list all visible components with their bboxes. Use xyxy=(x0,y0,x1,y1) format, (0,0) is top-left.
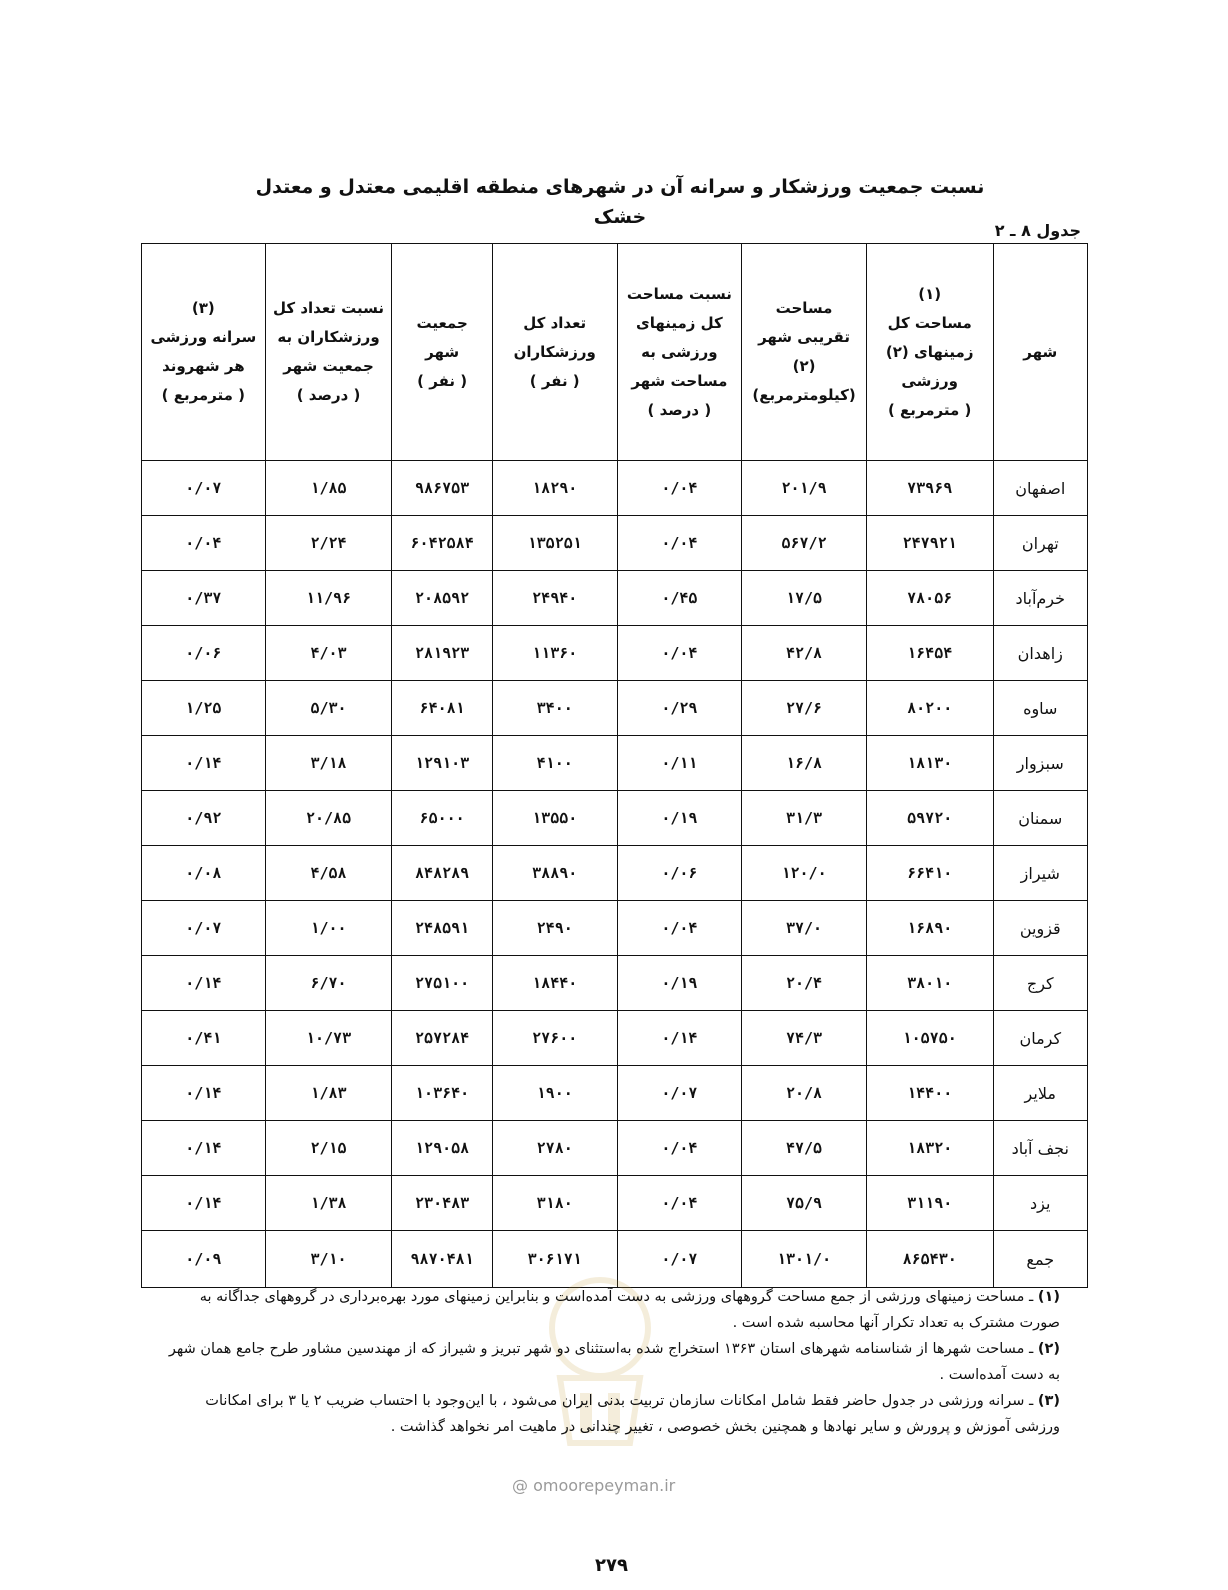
cell-city: یزد xyxy=(993,1176,1087,1231)
cell-athlete-ratio: ۲/۱۵ xyxy=(265,1121,392,1176)
cell-city: سبزوار xyxy=(993,736,1087,791)
cell-city-area: ۲۷/۶ xyxy=(742,681,867,736)
cell-per-capita: ۰/۰۷ xyxy=(142,901,266,956)
cell-area-ratio: ۰/۴۵ xyxy=(617,571,742,626)
cell-area-ratio: ۰/۰۴ xyxy=(617,1121,742,1176)
cell-area-ratio: ۰/۰۷ xyxy=(617,1231,742,1288)
cell-city: اصفهان xyxy=(993,461,1087,516)
cell-population: ۱۲۹۱۰۳ xyxy=(392,736,493,791)
cell-city: کرمان xyxy=(993,1011,1087,1066)
cell-per-capita: ۰/۱۴ xyxy=(142,956,266,1011)
cell-population: ۸۴۸۲۸۹ xyxy=(392,846,493,901)
header-per-capita: (۳) سرانه ورزشی هر شهروند ( مترمربع ) xyxy=(142,244,266,461)
cell-city-area: ۱۷/۵ xyxy=(742,571,867,626)
cell-population: ۶۰۴۲۵۸۴ xyxy=(392,516,493,571)
cell-city-area: ۳۷/۰ xyxy=(742,901,867,956)
header-sports-area: (۱) مساحت کل زمینهای (۲) ورزشی ( مترمربع ) xyxy=(866,244,993,461)
cell-per-capita: ۰/۱۴ xyxy=(142,1176,266,1231)
table-row xyxy=(142,1066,1088,1121)
cell-area-ratio: ۰/۱۱ xyxy=(617,736,742,791)
cell-athlete-ratio: ۳/۱۰ xyxy=(265,1231,392,1288)
cell-athletes: ۲۷۶۰۰ xyxy=(492,1011,617,1066)
footnote-3 xyxy=(160,1388,1060,1440)
cell-population: ۲۳۰۴۸۳ xyxy=(392,1176,493,1231)
cell-city-area: ۲۰/۴ xyxy=(742,956,867,1011)
cell-athlete-ratio: ۱/۸۵ xyxy=(265,461,392,516)
cell-sports-area: ۱۶۴۵۴ xyxy=(866,626,993,681)
cell-area-ratio: ۰/۱۹ xyxy=(617,791,742,846)
cell-sports-area: ۸۰۲۰۰ xyxy=(866,681,993,736)
cell-city: کرج xyxy=(993,956,1087,1011)
cell-area-ratio: ۰/۰۴ xyxy=(617,1176,742,1231)
cell-sports-area: ۵۹۷۲۰ xyxy=(866,791,993,846)
cell-city-area: ۱۳۰۱/۰ xyxy=(742,1231,867,1288)
cell-athlete-ratio: ۶/۷۰ xyxy=(265,956,392,1011)
cell-city: جمع xyxy=(993,1231,1087,1288)
footnote-1-number: (۱) xyxy=(1037,1289,1060,1305)
table-row xyxy=(142,956,1088,1011)
table-row xyxy=(142,791,1088,846)
cell-city-area: ۵۶۷/۲ xyxy=(742,516,867,571)
cell-athletes: ۱۹۰۰ xyxy=(492,1066,617,1121)
cell-sports-area: ۷۸۰۵۶ xyxy=(866,571,993,626)
cell-city-area: ۴۲/۸ xyxy=(742,626,867,681)
cell-city: تهران xyxy=(993,516,1087,571)
cell-athlete-ratio: ۳/۱۸ xyxy=(265,736,392,791)
cell-sports-area: ۲۴۷۹۲۱ xyxy=(866,516,993,571)
cell-city: ساوه xyxy=(993,681,1087,736)
cell-per-capita: ۰/۰۷ xyxy=(142,461,266,516)
table-row xyxy=(142,901,1088,956)
cell-per-capita: ۰/۱۴ xyxy=(142,1066,266,1121)
table-row xyxy=(142,461,1088,516)
cell-athlete-ratio: ۱۰/۷۳ xyxy=(265,1011,392,1066)
cell-area-ratio: ۰/۰۴ xyxy=(617,901,742,956)
header-area-ratio: نسبت مساحت کل زمینهای ورزشی به مساحت شهر ( درصد ) xyxy=(617,244,742,461)
cell-athletes: ۳۱۸۰ xyxy=(492,1176,617,1231)
header-athlete-ratio: نسبت تعداد کل ورزشکاران به جمعیت شهر ( درصد ) xyxy=(265,244,392,461)
cell-population: ۲۰۸۵۹۲ xyxy=(392,571,493,626)
cell-athlete-ratio: ۲/۲۴ xyxy=(265,516,392,571)
footnote-2-number: (۲) xyxy=(1037,1341,1060,1357)
cell-population: ۱۰۳۶۴۰ xyxy=(392,1066,493,1121)
cell-area-ratio: ۰/۰۷ xyxy=(617,1066,742,1121)
cell-athletes: ۲۷۸۰ xyxy=(492,1121,617,1176)
table-row xyxy=(142,736,1088,791)
cell-population: ۲۴۸۵۹۱ xyxy=(392,901,493,956)
cell-per-capita: ۰/۰۴ xyxy=(142,516,266,571)
header-row xyxy=(142,244,1088,461)
cell-per-capita: ۰/۹۲ xyxy=(142,791,266,846)
footnotes xyxy=(160,1284,1060,1440)
cell-population: ۹۸۶۷۵۳ xyxy=(392,461,493,516)
footnote-2 xyxy=(160,1336,1060,1388)
cell-per-capita: ۰/۰۹ xyxy=(142,1231,266,1288)
cell-sports-area: ۱۰۵۷۵۰ xyxy=(866,1011,993,1066)
cell-per-capita: ۰/۰۶ xyxy=(142,626,266,681)
cell-population: ۶۴۰۸۱ xyxy=(392,681,493,736)
cell-city-area: ۷۴/۳ xyxy=(742,1011,867,1066)
table-row xyxy=(142,681,1088,736)
cell-area-ratio: ۰/۰۴ xyxy=(617,516,742,571)
footnote-3-text: ـ سرانه ورزشی در جدول حاضر فقط شامل امکانات سازمان تربیت بدنی ایران می‌شود ، با این‌وجود با احتساب ضریب ۲ یا ۳ برای امکانات ورزشی آموزش و پرورش و سایر نهادها و همچنین بخش خصوصی ، تغییر چندانی در ماهیت امر نخواهد گذاشت . xyxy=(205,1393,1060,1435)
watermark-text: @ omoorepeyman.ir xyxy=(512,1476,676,1495)
cell-city-area: ۱۲۰/۰ xyxy=(742,846,867,901)
table-row xyxy=(142,571,1088,626)
cell-sports-area: ۶۶۴۱۰ xyxy=(866,846,993,901)
cell-sports-area: ۱۸۱۳۰ xyxy=(866,736,993,791)
cell-city-area: ۲۰/۸ xyxy=(742,1066,867,1121)
page-title: نسبت جمعیت ورزشکار و سرانه آن در شهرهای منطقه اقلیمی معتدل و معتدل خشک xyxy=(255,176,985,228)
cell-city-area: ۷۵/۹ xyxy=(742,1176,867,1231)
cell-athletes: ۳۰۶۱۷۱ xyxy=(492,1231,617,1288)
cell-city-area: ۴۷/۵ xyxy=(742,1121,867,1176)
cell-athletes: ۳۸۸۹۰ xyxy=(492,846,617,901)
table-row xyxy=(142,516,1088,571)
page-number: ۲۷۹ xyxy=(595,1555,628,1576)
cell-athletes: ۱۱۳۶۰ xyxy=(492,626,617,681)
cell-athlete-ratio: ۴/۵۸ xyxy=(265,846,392,901)
cell-area-ratio: ۰/۰۶ xyxy=(617,846,742,901)
cell-per-capita: ۱/۲۵ xyxy=(142,681,266,736)
cell-sports-area: ۸۶۵۴۳۰ xyxy=(866,1231,993,1288)
table-row xyxy=(142,626,1088,681)
cell-population: ۲۷۵۱۰۰ xyxy=(392,956,493,1011)
cell-athletes: ۱۳۵۲۵۱ xyxy=(492,516,617,571)
header-city: شهر xyxy=(993,244,1087,461)
cell-city-area: ۳۱/۳ xyxy=(742,791,867,846)
cell-city: قزوین xyxy=(993,901,1087,956)
cell-per-capita: ۰/۰۸ xyxy=(142,846,266,901)
cell-city: نجف آباد xyxy=(993,1121,1087,1176)
cell-athletes: ۴۱۰۰ xyxy=(492,736,617,791)
cell-city-area: ۱۶/۸ xyxy=(742,736,867,791)
cell-city: شیراز xyxy=(993,846,1087,901)
cell-city: زاهدان xyxy=(993,626,1087,681)
cell-area-ratio: ۰/۰۴ xyxy=(617,626,742,681)
footnote-1-text: ـ مساحت زمینهای ورزشی از جمع مساحت گروههای ورزشی به دست آمده‌است و بنابراین زمینهای مورد بهره‌برداری در گروههای جداگانه به صورت مشترک به تعداد تکرار آنها محاسبه شده است . xyxy=(199,1289,1060,1331)
cell-population: ۲۵۷۲۸۴ xyxy=(392,1011,493,1066)
cell-per-capita: ۰/۱۴ xyxy=(142,736,266,791)
cell-athletes: ۱۸۲۹۰ xyxy=(492,461,617,516)
cell-population: ۹۸۷۰۴۸۱ xyxy=(392,1231,493,1288)
cell-athlete-ratio: ۱/۰۰ xyxy=(265,901,392,956)
cell-city: خرم‌آباد xyxy=(993,571,1087,626)
cell-athletes: ۱۸۴۴۰ xyxy=(492,956,617,1011)
table-row xyxy=(142,1121,1088,1176)
cell-city: ملایر xyxy=(993,1066,1087,1121)
cell-athlete-ratio: ۱۱/۹۶ xyxy=(265,571,392,626)
header-athletes: تعداد کل ورزشکاران ( نفر ) xyxy=(492,244,617,461)
cell-sports-area: ۱۶۸۹۰ xyxy=(866,901,993,956)
cell-population: ۲۸۱۹۲۳ xyxy=(392,626,493,681)
cell-sports-area: ۳۸۰۱۰ xyxy=(866,956,993,1011)
cell-per-capita: ۰/۱۴ xyxy=(142,1121,266,1176)
cell-athletes: ۲۴۹۰ xyxy=(492,901,617,956)
cell-athlete-ratio: ۱/۸۳ xyxy=(265,1066,392,1121)
cell-athlete-ratio: ۱/۳۸ xyxy=(265,1176,392,1231)
header-city-area: مساحت تقریبی شهر (۲) (کیلومترمربع) xyxy=(742,244,867,461)
table-label: جدول ۸ ـ ۲ xyxy=(994,221,1081,240)
data-table xyxy=(141,243,1088,1288)
table-row xyxy=(142,1176,1088,1231)
cell-athlete-ratio: ۴/۰۳ xyxy=(265,626,392,681)
cell-area-ratio: ۰/۱۴ xyxy=(617,1011,742,1066)
cell-athletes: ۳۴۰۰ xyxy=(492,681,617,736)
header-population: جمعیت شهر ( نفر ) xyxy=(392,244,493,461)
cell-city-area: ۲۰۱/۹ xyxy=(742,461,867,516)
cell-athletes: ۲۴۹۴۰ xyxy=(492,571,617,626)
cell-sports-area: ۱۴۴۰۰ xyxy=(866,1066,993,1121)
cell-population: ۶۵۰۰۰ xyxy=(392,791,493,846)
table-body xyxy=(142,461,1088,1288)
footnote-2-text: ـ مساحت شهرها از شناسنامه شهرهای استان ۱۳۶۳ استخراج شده به‌استثنای دو شهر تبریز و شیراز که از مهندسین مشاور طرح جامع همان شهر به دست آمده‌است . xyxy=(168,1341,1060,1383)
cell-athlete-ratio: ۵/۳۰ xyxy=(265,681,392,736)
cell-sports-area: ۳۱۱۹۰ xyxy=(866,1176,993,1231)
cell-per-capita: ۰/۳۷ xyxy=(142,571,266,626)
watermark-url: omoorepeyman.ir xyxy=(533,1476,676,1495)
cell-athletes: ۱۳۵۵۰ xyxy=(492,791,617,846)
cell-sports-area: ۱۸۳۲۰ xyxy=(866,1121,993,1176)
cell-city: سمنان xyxy=(993,791,1087,846)
cell-per-capita: ۰/۴۱ xyxy=(142,1011,266,1066)
table-row xyxy=(142,846,1088,901)
cell-sports-area: ۷۳۹۶۹ xyxy=(866,461,993,516)
cell-population: ۱۲۹۰۵۸ xyxy=(392,1121,493,1176)
footnote-1 xyxy=(160,1284,1060,1336)
footnote-3-number: (۳) xyxy=(1037,1393,1060,1409)
cell-area-ratio: ۰/۲۹ xyxy=(617,681,742,736)
cell-athlete-ratio: ۲۰/۸۵ xyxy=(265,791,392,846)
cell-area-ratio: ۰/۱۹ xyxy=(617,956,742,1011)
cell-area-ratio: ۰/۰۴ xyxy=(617,461,742,516)
table-row xyxy=(142,1011,1088,1066)
